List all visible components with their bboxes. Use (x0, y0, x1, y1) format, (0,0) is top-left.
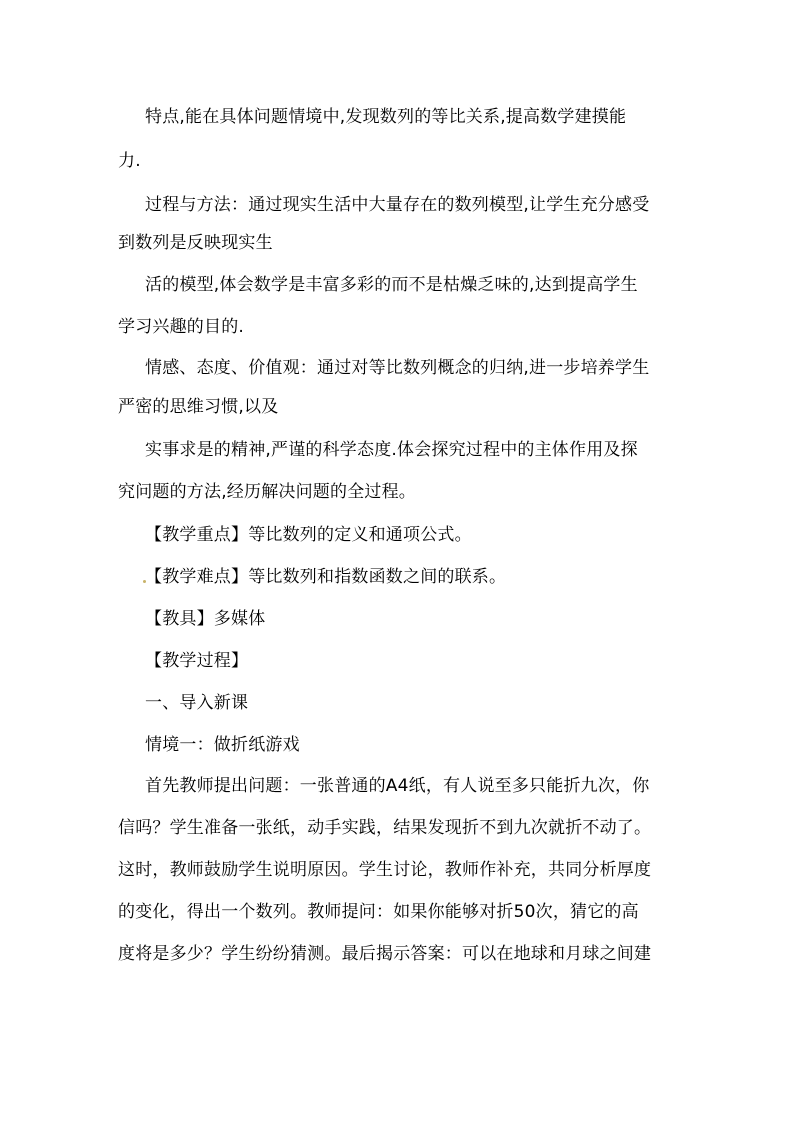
text-line: 情感、态度、价值观：通过对等比数列概念的归纳,进一步培养学生 (145, 358, 650, 378)
text-line: 实事求是的精神,严谨的科学态度.体会探究过程中的主体作用及探 (145, 440, 638, 460)
scenario-heading: 情境一：做折纸游戏 (145, 735, 300, 755)
section-heading-difficulties: 【教学难点】等比数列和指数函数之间的联系。 (145, 567, 507, 587)
text-line: 学习兴趣的目的. (118, 317, 245, 337)
text-line: 究问题的方法,经历解决问题的全过程。 (118, 482, 417, 502)
section-heading-introduction: 一、导入新课 (145, 693, 249, 713)
section-heading-teaching-aids: 【教具】多媒体 (145, 609, 266, 629)
text-line: 信吗？学生准备一张纸，动手实践，结果发现折不到九次就折不动了。 (118, 818, 652, 838)
text-line: 过程与方法：通过现实生活中大量存在的数列模型,让学生充分感受 (145, 195, 650, 215)
text-line: 活的模型,体会数学是丰富多彩的而不是枯燥乏味的,达到提高学生 (145, 275, 638, 295)
text-line: 力. (118, 151, 141, 171)
text-line: 度将是多少？学生纷纷猜测。最后揭示答案：可以在地球和月球之间建 (118, 944, 652, 964)
text-line: 到数列是反映现实生 (118, 233, 273, 253)
text-line: 这时，教师鼓励学生说明原因。学生讨论，教师作补充，共同分析厚度 (118, 860, 652, 880)
text-line: 的变化，得出一个数列。教师提问：如果你能够对折50次，猜它的高 (118, 902, 639, 922)
text-line: 严密的思维习惯,以及 (118, 397, 279, 417)
text-line: 首先教师提出问题：一张普通的A4纸，有人说至多只能折九次，你 (145, 776, 650, 796)
section-heading-key-points: 【教学重点】等比数列的定义和通项公式。 (145, 525, 472, 545)
section-heading-teaching-process: 【教学过程】 (145, 651, 249, 671)
text-line: 特点,能在具体问题情境中,发现数列的等比关系,提高数学建摸能 (145, 107, 627, 127)
